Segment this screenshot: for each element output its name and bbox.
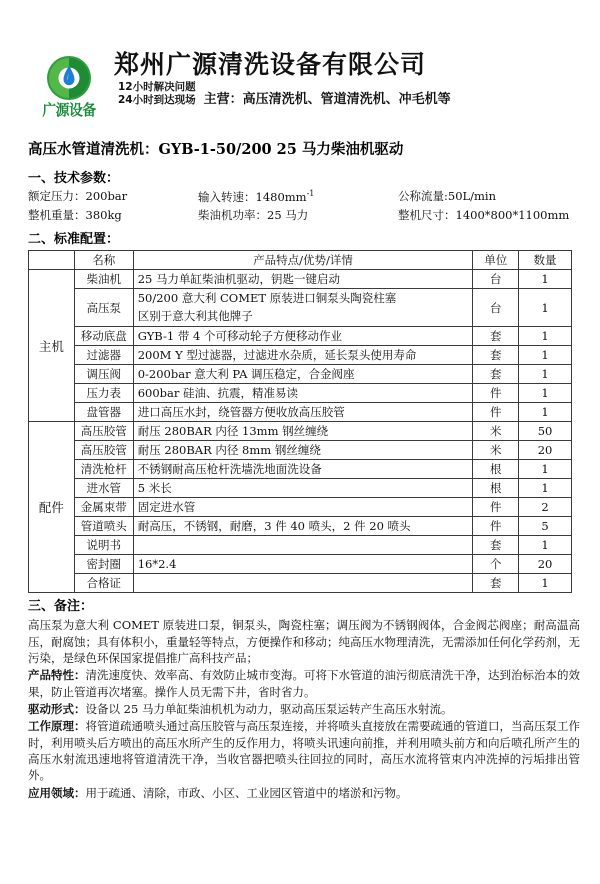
item-name: 管道喷头 — [74, 517, 133, 536]
note-label: 工作原理： — [28, 719, 86, 734]
item-name: 盘管器 — [74, 403, 133, 422]
item-qty: 1 — [519, 536, 572, 555]
item-qty: 1 — [519, 574, 572, 593]
item-qty: 1 — [519, 479, 572, 498]
slogan-line-1: 12小时解决问题 — [118, 81, 196, 94]
table-row — [29, 441, 572, 460]
spec-item-1: 输入转速：$1480mm^{-1}$ — [198, 189, 315, 204]
note-drive-type — [28, 701, 580, 717]
item-name: 柴油机 — [74, 269, 133, 288]
group-label-main: 主机 — [29, 269, 75, 422]
table-row — [29, 555, 572, 574]
note-text: 清洗速度快、效率高、有效防止城市变海。可将下水管道的油污彻底清洗干净，达到治标治本的效果，防止管道再次堵塞。操作人员无需下井，省时省力。 — [28, 668, 580, 699]
item-name: 进水管 — [74, 479, 133, 498]
item-desc: 0-200bar 意大利 PA 调压稳定，合金阀座 — [133, 365, 473, 384]
header-desc: 产品特点/优势/详情 — [133, 250, 473, 269]
item-name: 高压泵 — [74, 288, 133, 327]
notes-section-heading: 三、备注： — [28, 599, 94, 615]
header-group — [29, 250, 75, 269]
item-qty: 1 — [519, 403, 572, 422]
item-name: 清洗枪杆 — [74, 460, 133, 479]
header-unit: 单位 — [473, 250, 519, 269]
item-name: 说明书 — [74, 536, 133, 555]
table-row — [29, 327, 572, 346]
item-qty: 20 — [519, 441, 572, 460]
item-name: 高压胶管 — [74, 422, 133, 441]
item-qty: 1 — [519, 269, 572, 288]
item-desc: GYB-1 带 4 个可移动轮子方便移动作业 — [133, 327, 473, 346]
document-header — [28, 52, 572, 130]
header-qty: 数量 — [519, 250, 572, 269]
item-desc: 200M Y 型过滤器，过滤进水杂质，延长泵头使用寿命 — [133, 346, 473, 365]
green-circle-water-drop-icon — [45, 54, 93, 102]
item-unit: 件 — [473, 517, 519, 536]
logo-wordmark: 广源设备 — [42, 101, 96, 119]
spec-item-5: 整机尺寸：1400*800*1100mm — [398, 208, 570, 223]
item-desc — [133, 536, 473, 555]
item-qty: 5 — [519, 517, 572, 536]
header-text-block — [110, 52, 572, 108]
item-desc: 25 马力单缸柴油机驱动，钥匙一键启动 — [133, 269, 473, 288]
item-unit: 根 — [473, 460, 519, 479]
table-row — [29, 403, 572, 422]
item-qty: 1 — [519, 327, 572, 346]
table-row — [29, 460, 572, 479]
item-qty: 1 — [519, 365, 572, 384]
item-desc-line-1: 50/200 意大利 COMET 原装进口铜泵头陶瓷柱塞 — [137, 290, 397, 305]
item-qty: 1 — [519, 288, 572, 327]
spec-item-4: 柴油机功率：25 马力 — [198, 208, 309, 223]
header-name: 名称 — [74, 250, 133, 269]
note-label: 应用领域： — [28, 785, 86, 800]
item-qty: 1 — [519, 384, 572, 403]
table-row — [29, 365, 572, 384]
item-unit: 米 — [473, 422, 519, 441]
spec-section-heading: 一、技术参数： — [28, 171, 120, 186]
item-desc: 5 米长 — [133, 479, 473, 498]
item-unit: 套 — [473, 365, 519, 384]
item-unit: 米 — [473, 441, 519, 460]
item-desc: 600bar 硅油、抗震，精准易读 — [133, 384, 473, 403]
note-application-fields — [28, 785, 580, 801]
item-qty: 20 — [519, 555, 572, 574]
item-unit: 台 — [473, 269, 519, 288]
table-header-row — [29, 250, 572, 269]
table-row — [29, 384, 572, 403]
note-label: 产品特性： — [28, 668, 86, 683]
note-text: 用于疏通、清除，市政、小区、工业园区管道中的堵淤和污物。 — [85, 785, 408, 800]
item-name: 密封圈 — [74, 555, 133, 574]
item-unit: 根 — [473, 479, 519, 498]
item-name: 移动底盘 — [74, 327, 133, 346]
item-desc: 进口高压水封，绕管器方便收放高压胶管 — [133, 403, 473, 422]
table-row — [29, 346, 572, 365]
item-desc-line-2: 区别于意大利其他牌子 — [137, 308, 253, 323]
table-body — [29, 269, 572, 593]
note-text: 设备以 25 马力单缸柴油机机为动力，驱动高压泵运转产生高压水射流。 — [85, 702, 453, 717]
table-row — [29, 498, 572, 517]
item-desc: 不锈钢耐高压枪杆洗墙洗地面洗设备 — [133, 460, 473, 479]
item-desc: 耐高压，不锈钢，耐磨，3 件 40 喷头，2 件 20 喷头 — [133, 517, 473, 536]
note-product-features — [28, 667, 580, 700]
item-desc: 耐压 280BAR 内径 8mm 钢丝缠绕 — [133, 441, 473, 460]
table-row — [29, 288, 572, 327]
table-row — [29, 422, 572, 441]
table-row — [29, 574, 572, 593]
item-name: 压力表 — [74, 384, 133, 403]
table-row — [29, 479, 572, 498]
item-name: 过滤器 — [74, 346, 133, 365]
note-text: 将管道疏通喷头通过高压胶管与高压泵连接，并将喷头直接放在需要疏通的管道口，当高压泵工作时，利用喷头后方喷出的高压水所产生的反作用力，将喷头讯速向前推，并利用喷头前方和向后喷孔所产生的高压水射流迅速地将管道清洗干净，当收官器把喷头往回拉的同时，高压水流将管束内冲洗掉的污垢排出管外。 — [28, 719, 580, 783]
notes-body — [28, 617, 580, 801]
main-business-line: 主营：高压清洗机、管道清洗机、冲毛机等 — [203, 91, 451, 107]
note-label: 驱动形式： — [28, 702, 86, 717]
item-unit: 件 — [473, 403, 519, 422]
group-label-accessories: 配件 — [29, 422, 75, 593]
table-row — [29, 536, 572, 555]
item-desc — [133, 574, 473, 593]
table-row — [29, 269, 572, 288]
company-logo — [28, 52, 110, 118]
item-desc — [133, 288, 473, 327]
service-slogans — [114, 81, 196, 107]
item-unit: 套 — [473, 574, 519, 593]
remark-paragraph: 高压泵为意大利 COMET 原装进口泵，铜泵头，陶瓷柱塞；调压阀为不锈钢阀体，合金阀芯阀座；耐高温高压，耐腐蚀；具有体积小，重量轻等特点，方便操作和移动；纯高压水物理清洗，无需添加任何化学药剂，无污染，是绿色环保国家提倡推广高科技产品； — [28, 618, 580, 666]
item-qty: 1 — [519, 460, 572, 479]
item-desc: 固定进水管 — [133, 498, 473, 517]
config-section-heading: 二、标准配置： — [28, 231, 120, 247]
note-working-principle — [28, 718, 580, 783]
technical-specs — [28, 189, 572, 224]
item-name: 高压胶管 — [74, 441, 133, 460]
item-unit: 套 — [473, 536, 519, 555]
page-title: 高压水管道清洗机：GYB-1-50/200 25 马力柴油机驱动 — [28, 141, 404, 158]
item-unit: 套 — [473, 327, 519, 346]
slogan-line-2: 24小时到达现场 — [118, 94, 196, 107]
item-name: 调压阀 — [74, 365, 133, 384]
item-unit: 件 — [473, 498, 519, 517]
item-qty: 50 — [519, 422, 572, 441]
spec-item-0: 额定压力：200bar — [28, 189, 128, 203]
spec-item-2: 公称流量:50L/min — [398, 189, 497, 203]
spec-item-3: 整机重量：380kg — [28, 208, 122, 223]
company-name: 郑州广源清洗设备有限公司 — [114, 50, 427, 79]
item-unit: 台 — [473, 288, 519, 327]
item-name: 金属束带 — [74, 498, 133, 517]
table-row — [29, 517, 572, 536]
item-qty: 2 — [519, 498, 572, 517]
item-desc: 耐压 280BAR 内径 13mm 钢丝缠绕 — [133, 422, 473, 441]
item-unit: 套 — [473, 346, 519, 365]
item-unit: 件 — [473, 384, 519, 403]
item-qty: 1 — [519, 346, 572, 365]
item-unit: 个 — [473, 555, 519, 574]
item-desc: 16*2.4 — [133, 555, 473, 574]
item-name: 合格证 — [74, 574, 133, 593]
configuration-table — [28, 250, 572, 594]
slogan-row — [114, 81, 572, 107]
